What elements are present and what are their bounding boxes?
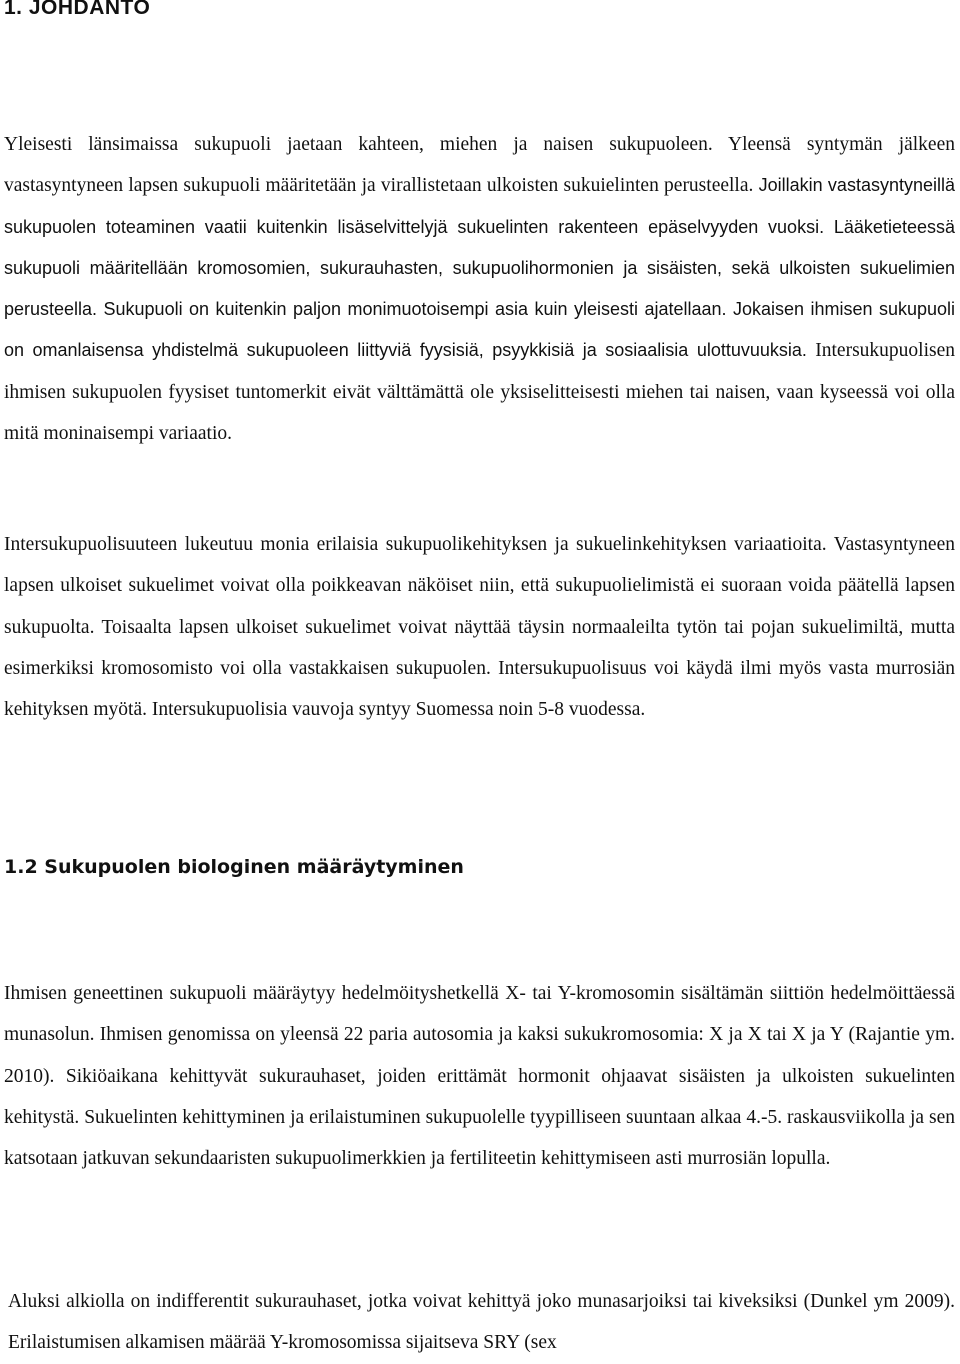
intro-paragraph: [4, 124, 955, 454]
biology-paragraph: Ihmisen geneettinen sukupuoli määräytyy hedelmöityshetkellä X- tai Y-kromosomin sisältämän siittiön hedelmöittäessä munasolun. Ihmisen genomissa on yleensä 22 paria autosomia ja kaksi sukukromosomia: X ja X tai X ja Y (Rajantie ym. 2010). Sikiöaikana kehittyvät sukurauhaset, joiden erittämät hormonit ohjaavat sisäisten ja ulkoisten sukuelinten kehitystä. Sukuelinten kehittyminen ja erilaistuminen sukupuolelle tyypilliseen suuntaan alkaa 4.-5. raskausviikolla ja sen katsotaan jatkuvan sekundaaristen sukupuolimerkkien ja fertiliteetin kehittymiseen asti murrosiän lopulla.: [4, 983, 955, 1170]
intro-sentences-sans: Joillakin vastasyntyneillä sukupuolen toteaminen vaatii kuitenkin lisäselvittelyjä sukuelinten rakenteen epäselvyyden vuoksi. Lääketieteessä sukupuoli määritellään kromosomien, sukurauhasten, sukupuolihormonien ja sisäisten, sekä ulkoisten sukuelimien perusteella. Sukupuoli on kuitenkin paljon monimuotoisempi asia kuin yleisesti ajatellaan. Jokaisen ihmisen sukupuoli on omanlaisensa yhdistelmä sukupuoleen liittyviä fyysisiä, psyykkisiä ja sosiaalisia ulottuvuuksia.: [4, 175, 955, 361]
intro-sentences-serif: Yleisesti länsimaissa sukupuoli jaetaan kahteen, miehen ja naisen sukupuoleen. Yleensä syntymän jälkeen vastasyntyneen lapsen sukupuoli määritetään ja virallistetaan ulkoisten sukuielinten perusteella.: [4, 134, 955, 197]
intro-closing-sentences: Intersukupuolisen ihmisen sukupuolen fyysiset tuntomerkit eivät välttämättä ole yksiselitteisesti miehen tai naisen, vaan kyseessä voi olla mitä moninaisempi variaatio.: [4, 340, 955, 445]
intersex-paragraph: Intersukupuolisuuteen lukeutuu monia erilaisia sukupuolikehityksen ja sukuelinkehityksen variaatioita. Vastasyntyneen lapsen ulkoiset sukuelimet voivat olla poikkeavan näköiset niin, että sukupuolielimistä ei suoraan voida päätellä lapsen sukupuolta. Toisaalta lapsen ulkoiset sukuelimet voivat näyttää täysin normaaleilta tytön tai pojan sukuelimiltä, mutta esimerkiksi kromosomisto voi olla vastakkaisen sukupuolen. Intersukupuolisuus voi käydä ilmi myös vasta murrosiän kehityksen myötä. Intersukupuolisia vauvoja syntyy Suomessa noin 5-8 vuodessa.: [4, 534, 955, 721]
chapter-heading: 1. JOHDANTO: [4, 0, 151, 19]
section-heading: 1.2 Sukupuolen biologinen määräytyminen: [4, 856, 464, 878]
gonad-paragraph: Aluksi alkiolla on indifferentit sukurauhaset, jotka voivat kehittyä joko munasarjoiksi tai kiveksiksi (Dunkel ym 2009). Erilaistumisen alkamisen määrää Y-kromosomissa sijaitseva SRY (sex: [8, 1291, 955, 1354]
